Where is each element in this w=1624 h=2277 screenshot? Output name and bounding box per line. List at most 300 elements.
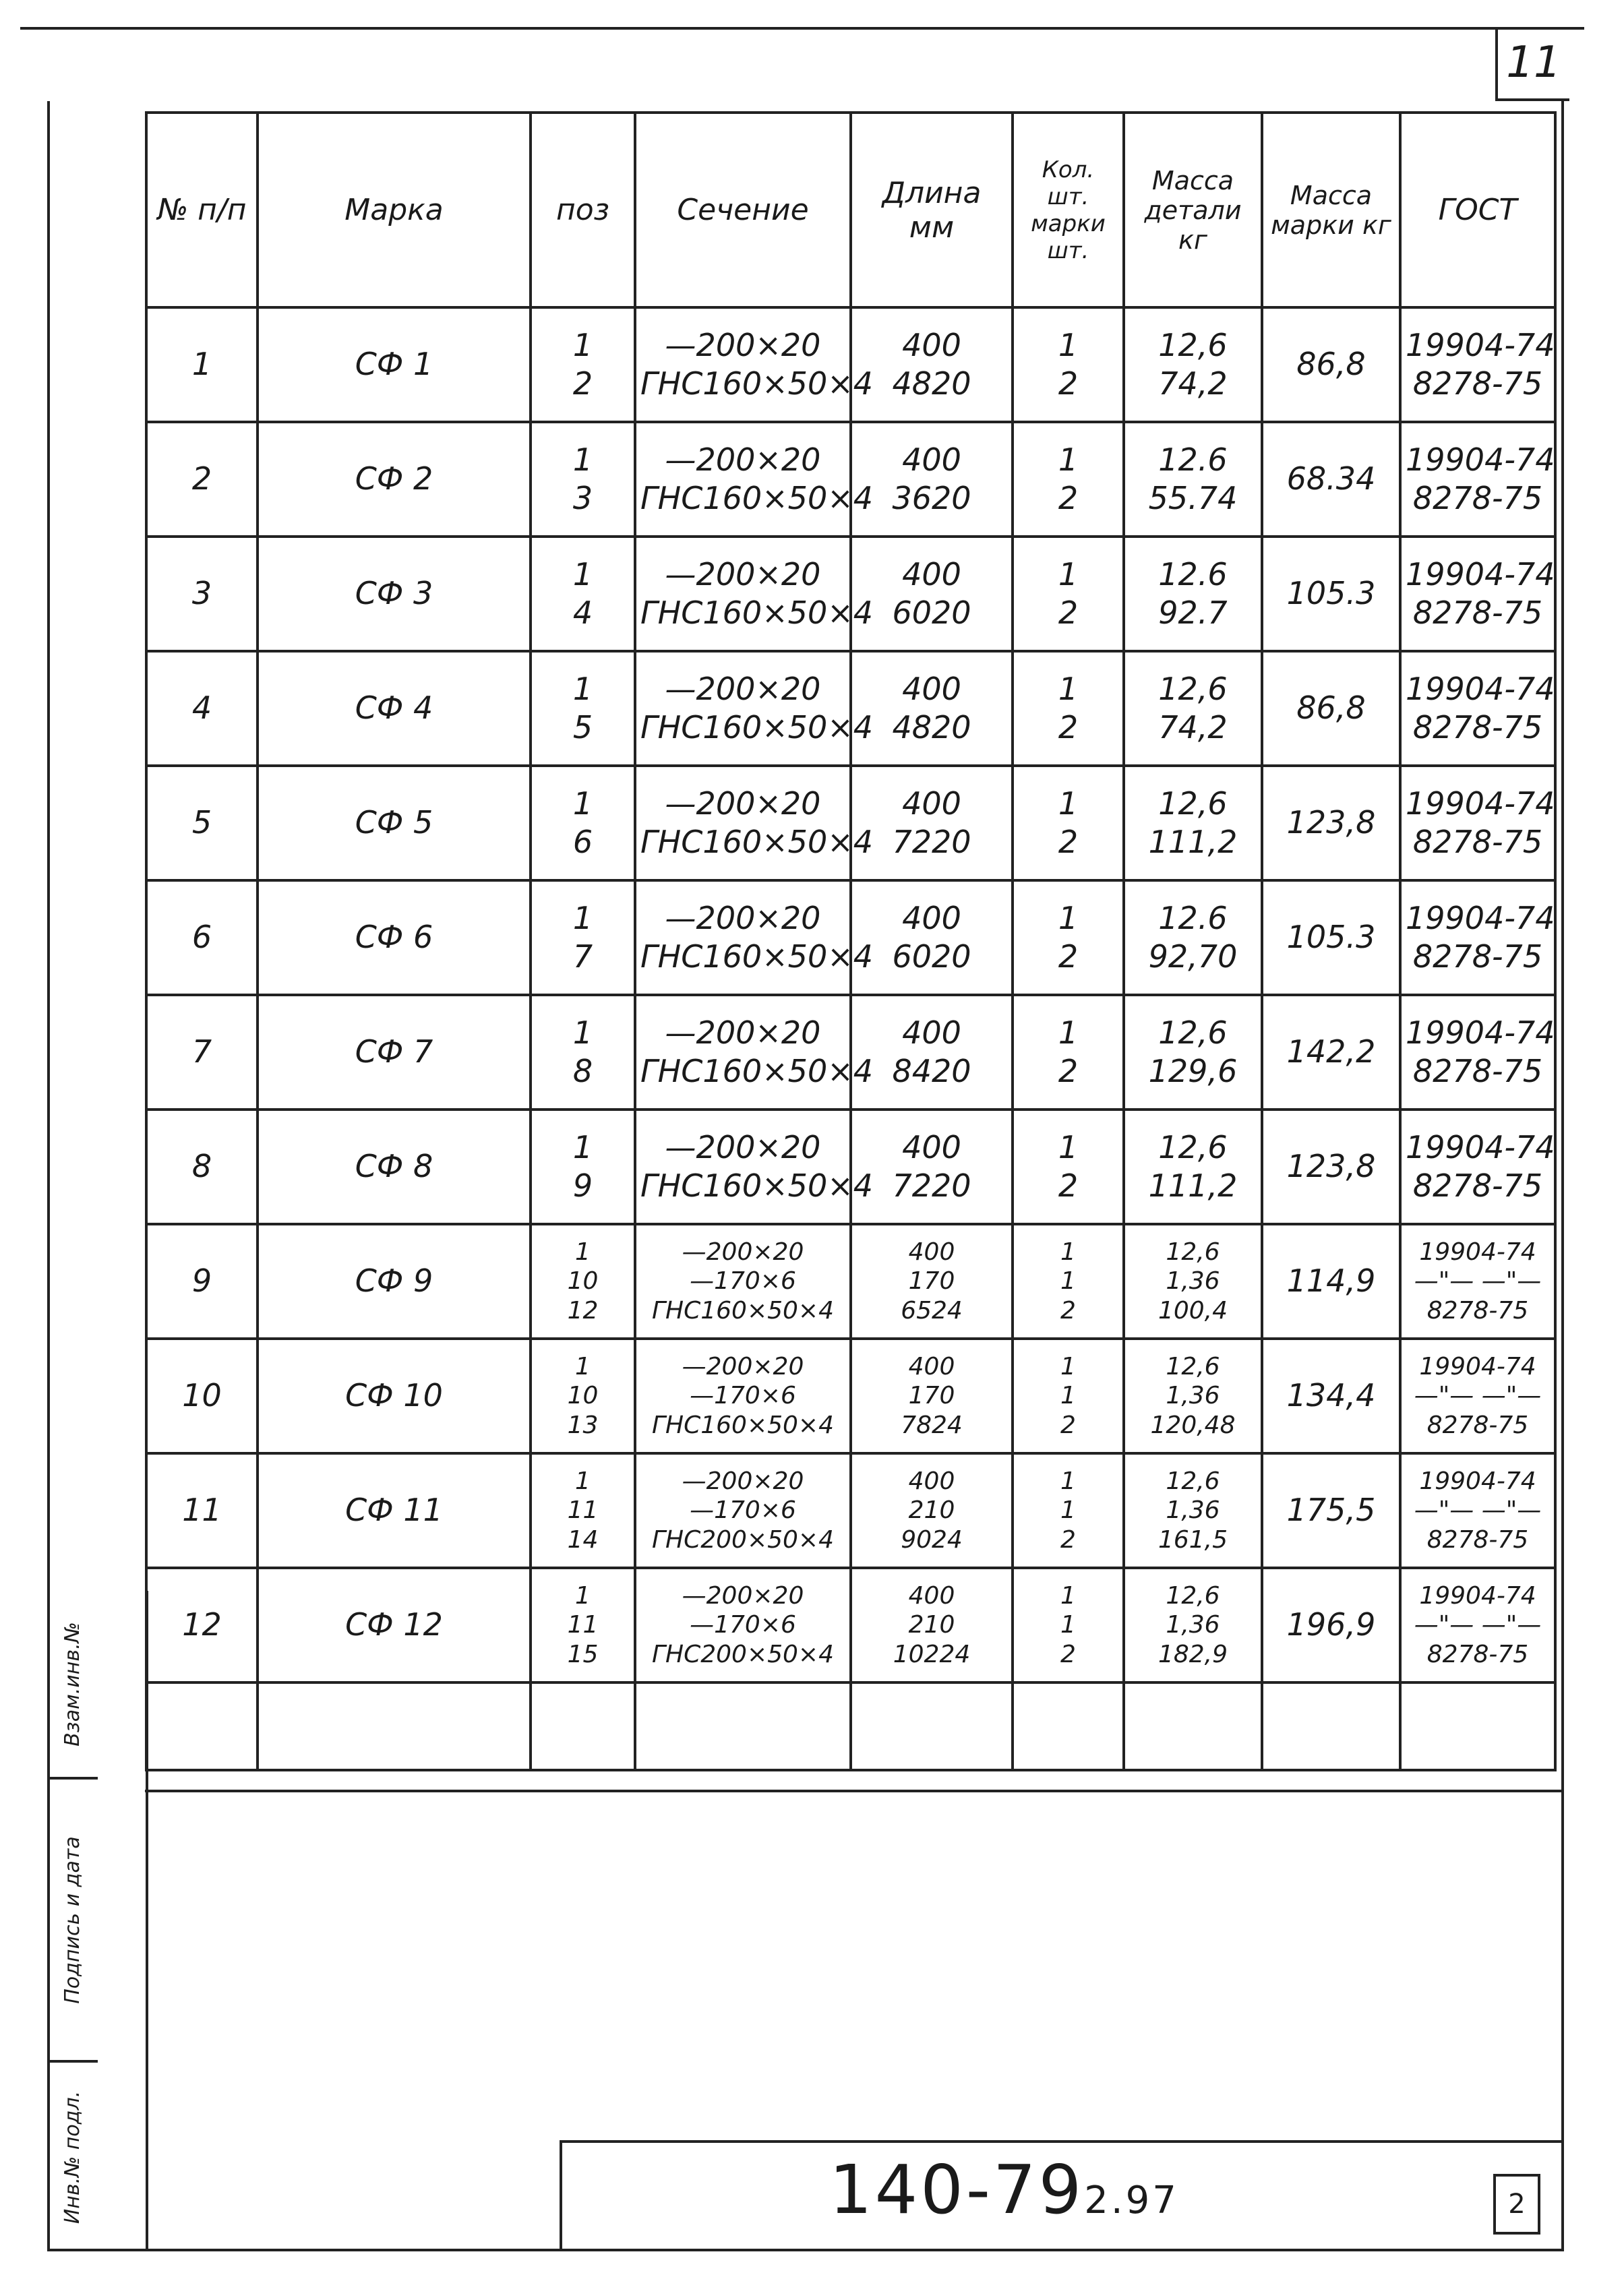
row-quantity-line: 1: [1060, 1267, 1076, 1296]
row-section-line: ГНС160×50×4: [640, 1167, 874, 1204]
row-section-line: —200×20: [665, 441, 821, 478]
row-gost-line: 19904-74: [1419, 1582, 1536, 1610]
row-mass-part: [1124, 995, 1262, 1110]
header-position: поз: [531, 113, 635, 307]
table-header-row: [146, 113, 1555, 307]
row-quantity: [1013, 1568, 1124, 1682]
row-position-line: 1: [572, 555, 593, 593]
sidebar-label: Взам.инв.№: [61, 1621, 84, 1747]
row-gost-line: 19904-74: [1406, 1128, 1555, 1165]
row-mass-part-line: 100,4: [1157, 1296, 1228, 1325]
row-length: [851, 537, 1013, 651]
row-length: [851, 1453, 1013, 1568]
row-length-line: 6020: [892, 938, 971, 975]
row-quantity-line: 1: [1058, 670, 1079, 707]
header-mass-mark: Масса марки кг: [1262, 113, 1400, 307]
row-mass-part-line: 12,6: [1166, 1582, 1220, 1610]
row-mass-mark: 86,8: [1262, 651, 1400, 766]
row-quantity-line: 2: [1058, 709, 1079, 746]
row-gost: [1400, 651, 1555, 766]
sidebar-cell-inventory: [47, 2063, 98, 2251]
row-length-line: 400: [902, 899, 961, 936]
row-length: [851, 1339, 1013, 1453]
row-section-line: ГНС160×50×4: [640, 824, 874, 860]
row-position: [531, 537, 635, 651]
table-row: [146, 1453, 1555, 1568]
row-quantity: [1013, 651, 1124, 766]
row-length-line: 400: [902, 441, 961, 478]
row-mass-part: [1124, 1110, 1262, 1224]
row-quantity: [1013, 880, 1124, 995]
row-mark: СФ 8: [258, 1110, 531, 1224]
header-mass-part: Масса детали кг: [1124, 113, 1262, 307]
row-section-line: —200×20: [682, 1353, 804, 1381]
row-mass-part-line: 12,6: [1158, 785, 1228, 822]
row-section-line: —200×20: [665, 785, 821, 822]
row-position: [531, 651, 635, 766]
empty-cell: [146, 1682, 258, 1770]
row-length-line: 210: [908, 1611, 955, 1639]
row-number: 10: [146, 1339, 258, 1453]
row-section: [635, 1453, 851, 1568]
row-gost-line: 19904-74: [1406, 899, 1555, 936]
row-gost-line: 8278-75: [1412, 595, 1543, 631]
row-position-line: 1: [575, 1467, 591, 1496]
row-position-line: 11: [567, 1496, 599, 1525]
row-gost: [1400, 422, 1555, 537]
row-gost-line: 8278-75: [1412, 365, 1543, 402]
row-mass-mark: 175,5: [1262, 1453, 1400, 1568]
row-mass-part: [1124, 307, 1262, 422]
row-position-line: 1: [572, 785, 593, 822]
document-number-main: 140-79: [829, 2150, 1085, 2229]
row-quantity-line: 2: [1058, 595, 1079, 631]
row-quantity-line: 2: [1058, 480, 1079, 516]
row-quantity-line: 2: [1058, 1167, 1079, 1204]
row-mark: СФ 4: [258, 651, 531, 766]
sidebar-cell-replace: [47, 1591, 98, 1780]
row-length-line: 400: [908, 1467, 955, 1496]
row-mass-part-line: 12,6: [1158, 670, 1228, 707]
row-quantity: [1013, 422, 1124, 537]
row-gost: [1400, 1453, 1555, 1568]
row-gost-line: —"— —"—: [1414, 1611, 1542, 1639]
row-position-line: 12: [567, 1296, 599, 1325]
row-length-line: 400: [902, 1014, 961, 1051]
empty-cell: [1400, 1682, 1555, 1770]
row-gost-line: —"— —"—: [1414, 1267, 1542, 1296]
row-quantity-line: 2: [1060, 1411, 1076, 1439]
row-section-line: —200×20: [665, 326, 821, 363]
row-section: [635, 1339, 851, 1453]
row-mass-mark: 105.3: [1262, 880, 1400, 995]
row-mass-part-line: 92,70: [1148, 938, 1238, 975]
row-position-line: 4: [572, 595, 593, 631]
row-quantity-line: 1: [1058, 899, 1079, 936]
empty-cell: [1124, 1682, 1262, 1770]
row-position: [531, 880, 635, 995]
row-mass-part: [1124, 880, 1262, 995]
row-gost-line: 19904-74: [1406, 785, 1555, 822]
row-section-line: ГНС160×50×4: [640, 365, 874, 402]
row-position: [531, 995, 635, 1110]
row-position: [531, 1224, 635, 1339]
row-mass-part-line: 161,5: [1157, 1525, 1228, 1554]
row-section-line: —170×6: [690, 1267, 796, 1296]
row-mass-mark: 142,2: [1262, 995, 1400, 1110]
row-length-line: 6020: [892, 595, 971, 631]
empty-cell: [258, 1682, 531, 1770]
row-quantity-line: 2: [1058, 365, 1079, 402]
table-row: [146, 422, 1555, 537]
row-number: 3: [146, 537, 258, 651]
row-mass-part: [1124, 1568, 1262, 1682]
header-number: № п/п: [146, 113, 258, 307]
row-position: [531, 1339, 635, 1453]
row-section-line: —170×6: [690, 1382, 796, 1410]
table-row: [146, 880, 1555, 995]
row-length: [851, 766, 1013, 880]
sidebar-label: Инв.№ подл.: [61, 2090, 84, 2224]
row-position-line: 1: [572, 670, 593, 707]
row-position-line: 1: [572, 1128, 593, 1165]
row-section-line: ГНС200×50×4: [651, 1640, 835, 1668]
row-position: [531, 422, 635, 537]
row-number: 4: [146, 651, 258, 766]
row-mass-part: [1124, 1339, 1262, 1453]
row-length: [851, 1110, 1013, 1224]
row-position-line: 14: [567, 1525, 599, 1554]
row-mass-part-line: 111,2: [1148, 824, 1238, 860]
row-mass-part: [1124, 766, 1262, 880]
row-quantity-line: 1: [1060, 1238, 1076, 1267]
row-position: [531, 1568, 635, 1682]
row-mass-part-line: 12.6: [1158, 899, 1228, 936]
table-row: [146, 307, 1555, 422]
row-mass-part-line: 12,6: [1166, 1467, 1220, 1496]
row-position: [531, 307, 635, 422]
row-mass-part: [1124, 1453, 1262, 1568]
row-length-line: 7220: [892, 1167, 971, 1204]
row-number: 7: [146, 995, 258, 1110]
row-position-line: 3: [572, 480, 593, 516]
row-quantity-line: 1: [1058, 555, 1079, 593]
row-length: [851, 651, 1013, 766]
row-position-line: 15: [567, 1640, 599, 1668]
row-mass-mark: 123,8: [1262, 766, 1400, 880]
row-mass-part-line: 1,36: [1166, 1382, 1220, 1410]
row-section: [635, 1568, 851, 1682]
row-length-line: 10224: [893, 1640, 971, 1668]
row-mass-part-line: 12.6: [1158, 555, 1228, 593]
table-body: [146, 307, 1555, 1770]
row-position-line: 1: [572, 1014, 593, 1051]
row-mark: СФ 3: [258, 537, 531, 651]
header-section: Сечение: [635, 113, 851, 307]
row-section-line: —200×20: [665, 1014, 821, 1051]
row-gost: [1400, 1110, 1555, 1224]
row-section: [635, 766, 874, 880]
row-quantity-line: 1: [1060, 1353, 1076, 1381]
row-position-line: 10: [567, 1382, 599, 1410]
row-quantity-line: 2: [1060, 1296, 1076, 1325]
page-number: 11: [1506, 38, 1561, 88]
table-row-empty: [146, 1682, 1555, 1770]
row-quantity: [1013, 1110, 1124, 1224]
row-mark: СФ 9: [258, 1224, 531, 1339]
row-position-line: 5: [572, 709, 593, 746]
row-section-line: ГНС200×50×4: [651, 1525, 835, 1554]
table-row: [146, 995, 1555, 1110]
table-bottom-line: [145, 1790, 1564, 1792]
row-gost-line: 19904-74: [1419, 1467, 1536, 1496]
row-section-line: —200×20: [682, 1582, 804, 1610]
row-position-line: 1: [575, 1238, 591, 1267]
row-mass-part-line: 120,48: [1150, 1411, 1236, 1439]
row-mass-part-line: 12,6: [1158, 326, 1228, 363]
row-gost-line: —"— —"—: [1414, 1382, 1542, 1410]
specification-table: [145, 111, 1557, 1771]
row-mass-mark: 105.3: [1262, 537, 1400, 651]
header-length: Длина мм: [851, 113, 1013, 307]
row-quantity-line: 1: [1060, 1382, 1076, 1410]
row-quantity-line: 1: [1060, 1611, 1076, 1639]
row-number: 11: [146, 1453, 258, 1568]
row-number: 2: [146, 422, 258, 537]
empty-cell: [531, 1682, 635, 1770]
row-quantity-line: 1: [1058, 785, 1079, 822]
row-quantity-line: 2: [1058, 938, 1079, 975]
row-section: [635, 651, 874, 766]
row-section: [635, 1224, 851, 1339]
row-length-line: 170: [908, 1382, 955, 1410]
row-mass-part: [1124, 1224, 1262, 1339]
row-position-line: 1: [572, 899, 593, 936]
row-mass-part-line: 1,36: [1166, 1267, 1220, 1296]
row-length-line: 7220: [892, 824, 971, 860]
row-position-line: 9: [572, 1167, 593, 1204]
row-mass-part-line: 55.74: [1148, 480, 1238, 516]
row-quantity-line: 1: [1060, 1496, 1076, 1525]
row-mass-part: [1124, 537, 1262, 651]
row-quantity: [1013, 307, 1124, 422]
row-section-line: —200×20: [665, 899, 821, 936]
sidebar-cell-signature: [47, 1780, 98, 2063]
row-position-line: 1: [572, 441, 593, 478]
row-gost-line: 8278-75: [1412, 824, 1543, 860]
row-gost-line: —"— —"—: [1414, 1496, 1542, 1525]
row-mass-part-line: 92.7: [1158, 595, 1228, 631]
header-mark: Марка: [258, 113, 531, 307]
row-gost: [1400, 1224, 1555, 1339]
table-row: [146, 651, 1555, 766]
row-gost-line: 8278-75: [1412, 1053, 1543, 1089]
row-length-line: 400: [902, 785, 961, 822]
row-position-line: 2: [572, 365, 593, 402]
row-gost-line: 8278-75: [1426, 1640, 1529, 1668]
row-section: [635, 880, 874, 995]
row-length-line: 400: [902, 670, 961, 707]
row-section-line: ГНС160×50×4: [640, 938, 874, 975]
row-position-line: 13: [567, 1411, 599, 1439]
table-row: [146, 766, 1555, 880]
row-length: [851, 995, 1013, 1110]
row-quantity-line: 2: [1060, 1640, 1076, 1668]
row-mass-part-line: 182,9: [1157, 1640, 1228, 1668]
table-row: [146, 1224, 1555, 1339]
row-gost: [1400, 880, 1555, 995]
row-length-line: 170: [908, 1267, 955, 1296]
row-number: 8: [146, 1110, 258, 1224]
row-quantity-line: 1: [1058, 441, 1079, 478]
page-number-box: [1495, 27, 1569, 101]
row-length-line: 4820: [892, 365, 971, 402]
row-gost-line: 8278-75: [1426, 1525, 1529, 1554]
row-mark: СФ 5: [258, 766, 531, 880]
row-mark: СФ 2: [258, 422, 531, 537]
row-gost-line: 8278-75: [1412, 1167, 1543, 1204]
row-mass-mark: 68.34: [1262, 422, 1400, 537]
row-section-line: —200×20: [682, 1467, 804, 1496]
row-mass-part-line: 1,36: [1166, 1496, 1220, 1525]
row-mass-mark: 86,8: [1262, 307, 1400, 422]
row-section-line: ГНС160×50×4: [651, 1296, 835, 1325]
row-quantity-line: 1: [1058, 326, 1079, 363]
row-section: [635, 995, 874, 1110]
row-section-line: ГНС160×50×4: [640, 480, 874, 516]
row-quantity-line: 1: [1060, 1582, 1076, 1610]
row-position-line: 1: [575, 1582, 591, 1610]
row-section-line: —200×20: [665, 670, 821, 707]
row-mass-part-line: 1,36: [1166, 1611, 1220, 1639]
row-length-line: 400: [902, 555, 961, 593]
row-position-line: 8: [572, 1053, 593, 1089]
sidebar-label: Подпись и дата: [61, 1835, 84, 2004]
row-mass-mark: 123,8: [1262, 1110, 1400, 1224]
row-quantity-line: 2: [1060, 1525, 1076, 1554]
row-mass-part-line: 12.6: [1158, 441, 1228, 478]
row-position: [531, 766, 635, 880]
row-mass-part: [1124, 422, 1262, 537]
row-length-line: 210: [908, 1496, 955, 1525]
row-position-line: 11: [567, 1611, 599, 1639]
row-gost-line: 8278-75: [1412, 480, 1543, 516]
row-position-line: 10: [567, 1267, 599, 1296]
row-mass-part-line: 74,2: [1158, 709, 1228, 746]
row-length: [851, 880, 1013, 995]
empty-cell: [851, 1682, 1013, 1770]
row-length-line: 3620: [892, 480, 971, 516]
document-number-suffix: 2.97: [1084, 2179, 1179, 2222]
row-mass-part-line: 12,6: [1166, 1353, 1220, 1381]
row-section: [635, 307, 874, 422]
empty-cell: [1013, 1682, 1124, 1770]
row-position: [531, 1453, 635, 1568]
row-mark: СФ 1: [258, 307, 531, 422]
row-gost-line: 19904-74: [1406, 441, 1555, 478]
top-border-line: [20, 27, 1584, 30]
row-section-line: —200×20: [665, 555, 821, 593]
row-quantity-line: 2: [1058, 1053, 1079, 1089]
header-gost: ГОСТ: [1400, 113, 1555, 307]
row-gost-line: 19904-74: [1406, 555, 1555, 593]
row-length: [851, 422, 1013, 537]
row-length-line: 400: [908, 1238, 955, 1267]
row-gost: [1400, 1568, 1555, 1682]
row-mark: СФ 11: [258, 1453, 531, 1568]
row-length-line: 400: [902, 326, 961, 363]
row-mass-mark: 114,9: [1262, 1224, 1400, 1339]
row-length-line: 9024: [901, 1525, 963, 1554]
row-gost-line: 19904-74: [1406, 670, 1555, 707]
row-number: 9: [146, 1224, 258, 1339]
row-gost-line: 19904-74: [1419, 1353, 1536, 1381]
row-quantity: [1013, 1453, 1124, 1568]
row-number: 1: [146, 307, 258, 422]
row-gost-line: 19904-74: [1406, 326, 1555, 363]
row-quantity-line: 1: [1058, 1128, 1079, 1165]
row-quantity: [1013, 1224, 1124, 1339]
row-quantity: [1013, 1339, 1124, 1453]
row-gost-line: 8278-75: [1426, 1411, 1529, 1439]
row-gost-line: 8278-75: [1412, 938, 1543, 975]
row-mass-part-line: 74,2: [1158, 365, 1228, 402]
row-section-line: —200×20: [682, 1238, 804, 1267]
row-number: 12: [146, 1568, 258, 1682]
row-quantity-line: 2: [1058, 824, 1079, 860]
row-gost-line: 8278-75: [1412, 709, 1543, 746]
row-mark: СФ 7: [258, 995, 531, 1110]
row-gost-line: 8278-75: [1426, 1296, 1529, 1325]
row-position-line: 7: [572, 938, 593, 975]
sheet-number-box: [1493, 2174, 1540, 2235]
row-quantity: [1013, 537, 1124, 651]
header-quantity: Кол. шт. марки шт.: [1013, 113, 1124, 307]
row-gost: [1400, 1339, 1555, 1453]
row-length-line: 400: [902, 1128, 961, 1165]
row-length-line: 6524: [901, 1296, 963, 1325]
row-mass-part-line: 12,6: [1158, 1014, 1228, 1051]
row-section-line: —170×6: [690, 1496, 796, 1525]
row-mass-mark: 196,9: [1262, 1568, 1400, 1682]
row-mass-part-line: 129,6: [1148, 1053, 1238, 1089]
row-section: [635, 537, 874, 651]
row-gost-line: 19904-74: [1406, 1014, 1555, 1051]
row-gost: [1400, 537, 1555, 651]
stamp-sidebar: [47, 1591, 148, 2251]
row-gost: [1400, 307, 1555, 422]
row-section-line: ГНС160×50×4: [640, 1053, 874, 1089]
row-mark: СФ 12: [258, 1568, 531, 1682]
row-section-line: ГНС160×50×4: [640, 595, 874, 631]
row-quantity: [1013, 766, 1124, 880]
row-mass-part-line: 12,6: [1158, 1128, 1228, 1165]
row-mark: СФ 6: [258, 880, 531, 995]
row-mark: СФ 10: [258, 1339, 531, 1453]
row-mass-part-line: 111,2: [1148, 1167, 1238, 1204]
row-position: [531, 1110, 635, 1224]
row-quantity: [1013, 995, 1124, 1110]
row-length-line: 7824: [901, 1411, 963, 1439]
row-length: [851, 1224, 1013, 1339]
row-section: [635, 422, 874, 537]
row-mass-part: [1124, 651, 1262, 766]
row-length-line: 8420: [892, 1053, 971, 1089]
row-position-line: 1: [572, 326, 593, 363]
row-section-line: ГНС160×50×4: [651, 1411, 835, 1439]
row-gost-line: 19904-74: [1419, 1238, 1536, 1267]
document-number: [829, 2150, 1179, 2229]
